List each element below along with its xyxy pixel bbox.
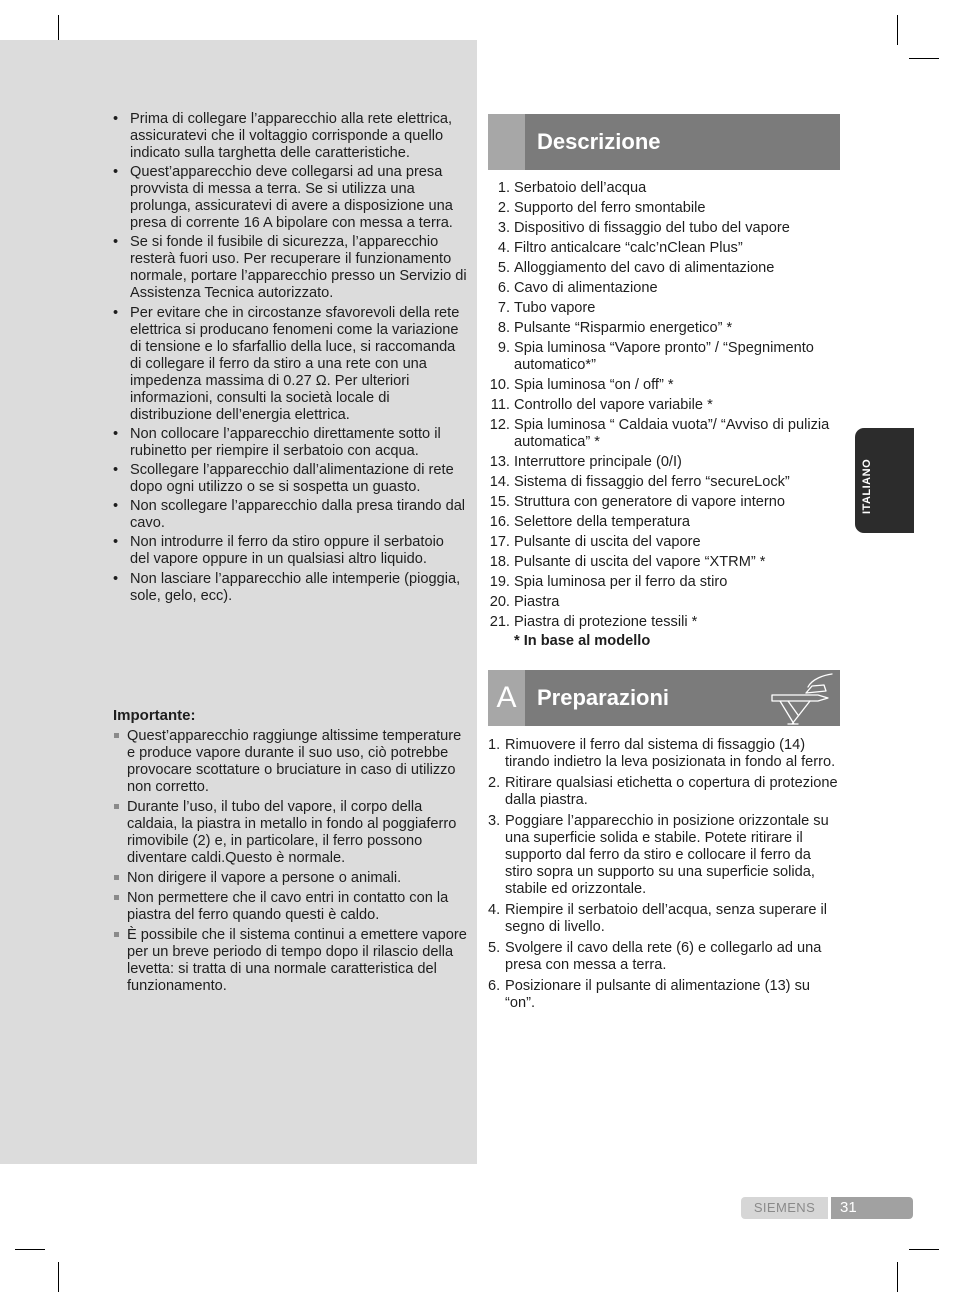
- list-item: 7. Tubo vapore: [497, 300, 596, 316]
- safety-list: [113, 111, 467, 607]
- list-item: • Non introdurre il ferro da stiro oppure il serbatoio del vapore oppure in un qualsiasi altro liquido.: [113, 534, 444, 568]
- list-item: 16. Selettore della temperatura: [489, 514, 691, 530]
- preparazioni-header: [488, 670, 840, 726]
- list-item: 3. Dispositivo di fissaggio del tubo del vapore: [497, 220, 790, 236]
- ironing-board-icon: [766, 671, 838, 727]
- list-item: 21. Piastra di protezione tessili *: [489, 614, 698, 630]
- list-item: 10. Spia luminosa “on / off” *: [489, 377, 674, 393]
- section-title: Descrizione: [537, 129, 661, 154]
- list-item: • Quest’apparecchio deve collegarsi ad una presa provvista di messa a terra. Se si utilizza una prolunga, assicuratevi di avere a disposizione una presa di corrente 16 A bipolare con messa a terra.: [113, 164, 453, 232]
- footer-brand: SIEMENS: [741, 1197, 828, 1219]
- list-item: • Non scollegare l’apparecchio dalla presa tirando dal cavo.: [113, 498, 466, 532]
- crop-mark: [58, 1262, 59, 1292]
- language-tab: [855, 428, 914, 533]
- list-item: Non dirigere il vapore a persone o animali.: [113, 870, 467, 887]
- square-bullet-icon: [114, 804, 119, 809]
- square-bullet-icon: [114, 733, 119, 738]
- list-item: 8. Pulsante “Risparmio energetico” *: [497, 320, 733, 336]
- square-bullet-icon: [114, 932, 119, 937]
- section-title: Preparazioni: [537, 685, 670, 710]
- list-item: • Non lasciare l’apparecchio alle intemperie (pioggia, sole, gelo, ecc).: [113, 570, 461, 604]
- page-number: 31: [831, 1197, 913, 1219]
- list-item: 2. Ritirare qualsiasi etichetta o copertura di protezione dalla piastra.: [488, 775, 838, 808]
- list-item: 11. Controllo del vapore variabile *: [490, 397, 713, 413]
- list-item: 1. Rimuovere il ferro dal sistema di fissaggio (14) tirando indietro la leva posizionata in fondo al ferro.: [488, 737, 836, 770]
- list-item: È possibile che il sistema continui a emettere vapore per un breve periodo di tempo dopo il rilascio della levetta: si tratta di una normale caratteristica del funzionamento.: [113, 927, 467, 995]
- list-item: 2. Supporto del ferro smontabile: [497, 200, 706, 216]
- list-item: 15. Struttura con generatore di vapore interno: [489, 494, 785, 510]
- list-item: 5. Alloggiamento del cavo di alimentazione: [497, 260, 775, 276]
- list-item: 14. Sistema di fissaggio del ferro “secureLock”: [489, 474, 790, 490]
- crop-mark: [897, 1262, 898, 1292]
- important-list: [113, 728, 467, 998]
- list-item: Non permettere che il cavo entri in contatto con la piastra del ferro quando questi è caldo.: [113, 890, 467, 924]
- list-item: 9. Spia luminosa “Vapore pronto” / “Spegnimento automatico*”: [497, 340, 814, 373]
- list-item: • Per evitare che in circostanze sfavorevoli della rete elettrica si producano fenomeni come la variazione di tensione e lo sfarfallio della luce, si raccomanda di collegare il ferro da stiro a una rete con una impedenza massima di 0.27 Ω. Per ulteriori informazioni, consulti la società locale di distribuzione dell’energia elettrica.: [113, 304, 460, 423]
- list-item: • Non collocare l’apparecchio direttamente sotto il rubinetto per riempire il serbatoio con acqua.: [113, 425, 441, 459]
- list-item: 12. Spia luminosa “ Caldaia vuota”/ “Avviso di pulizia automatica” *: [489, 417, 830, 450]
- list-item: 13. Interruttore principale (0/I): [489, 454, 682, 470]
- list-item: 17. Pulsante di uscita del vapore: [489, 534, 701, 550]
- list-item: Durante l’uso, il tubo del vapore, il corpo della caldaia, la piastra in metallo in fondo al poggiaferro rimovibile (2) e, in particolare, il ferro possono diventare caldi.Questo è normale.: [113, 799, 467, 867]
- list-item: 19. Spia luminosa per il ferro da stiro: [489, 574, 728, 590]
- section-letter: A: [496, 681, 517, 714]
- preparazioni-list: [488, 737, 840, 1016]
- descrizione-list: [488, 180, 840, 634]
- model-note: * In base al modello: [514, 633, 651, 649]
- section-tab: [488, 114, 525, 170]
- list-item: Quest’apparecchio raggiunge altissime temperature e produce vapore durante il suo uso, ciò potrebbe provocare scottature o bruciature in caso di utilizzo non corretto.: [113, 728, 467, 796]
- list-item: 6. Cavo di alimentazione: [497, 280, 658, 296]
- list-item: 4. Riempire il serbatoio dell’acqua, senza superare il segno di livello.: [488, 902, 828, 935]
- list-item: • Prima di collegare l’apparecchio alla rete elettrica, assicuratevi che il voltaggio corrisponde a quello indicato sulla targhetta delle caratteristiche.: [113, 111, 453, 161]
- important-heading: Importante:: [113, 707, 196, 724]
- list-item: 4. Filtro anticalcare “calc’nClean Plus”: [497, 240, 743, 256]
- list-item: 18. Pulsante di uscita del vapore “XTRM” *: [489, 554, 766, 570]
- list-item: 1. Serbatoio dell’acqua: [497, 180, 647, 196]
- crop-mark: [909, 58, 939, 59]
- crop-mark: [15, 1249, 45, 1250]
- list-item: • Scollegare l’apparecchio dall’alimentazione di rete dopo ogni utilizzo o se si sospetta un guasto.: [113, 461, 454, 495]
- list-item: 6. Posizionare il pulsante di alimentazione (13) su “on”.: [488, 978, 811, 1011]
- descrizione-header: [488, 114, 840, 170]
- list-item: 3. Poggiare l’apparecchio in posizione orizzontale su una superficie solida e stabile. Potete ritirare il supporto dal ferro da stiro e collocare il ferro da stiro sopra un supporto su una superficie solida, stabile ed orizzontale.: [488, 813, 829, 897]
- list-item: 20. Piastra: [489, 594, 560, 610]
- square-bullet-icon: [114, 875, 119, 880]
- crop-mark: [909, 1249, 939, 1250]
- list-item: • Se si fonde il fusibile di sicurezza, l’apparecchio resterà fuori uso. Per recuperare il funzionamento normale, portare l’apparecchio presso un Servizio di Assistenza Tecnica autorizzato.: [113, 234, 467, 302]
- square-bullet-icon: [114, 895, 119, 900]
- crop-mark: [897, 15, 898, 45]
- language-label: ITALIANO: [861, 458, 873, 514]
- list-item: 5. Svolgere il cavo della rete (6) e collegarlo ad una presa con messa a terra.: [488, 940, 822, 973]
